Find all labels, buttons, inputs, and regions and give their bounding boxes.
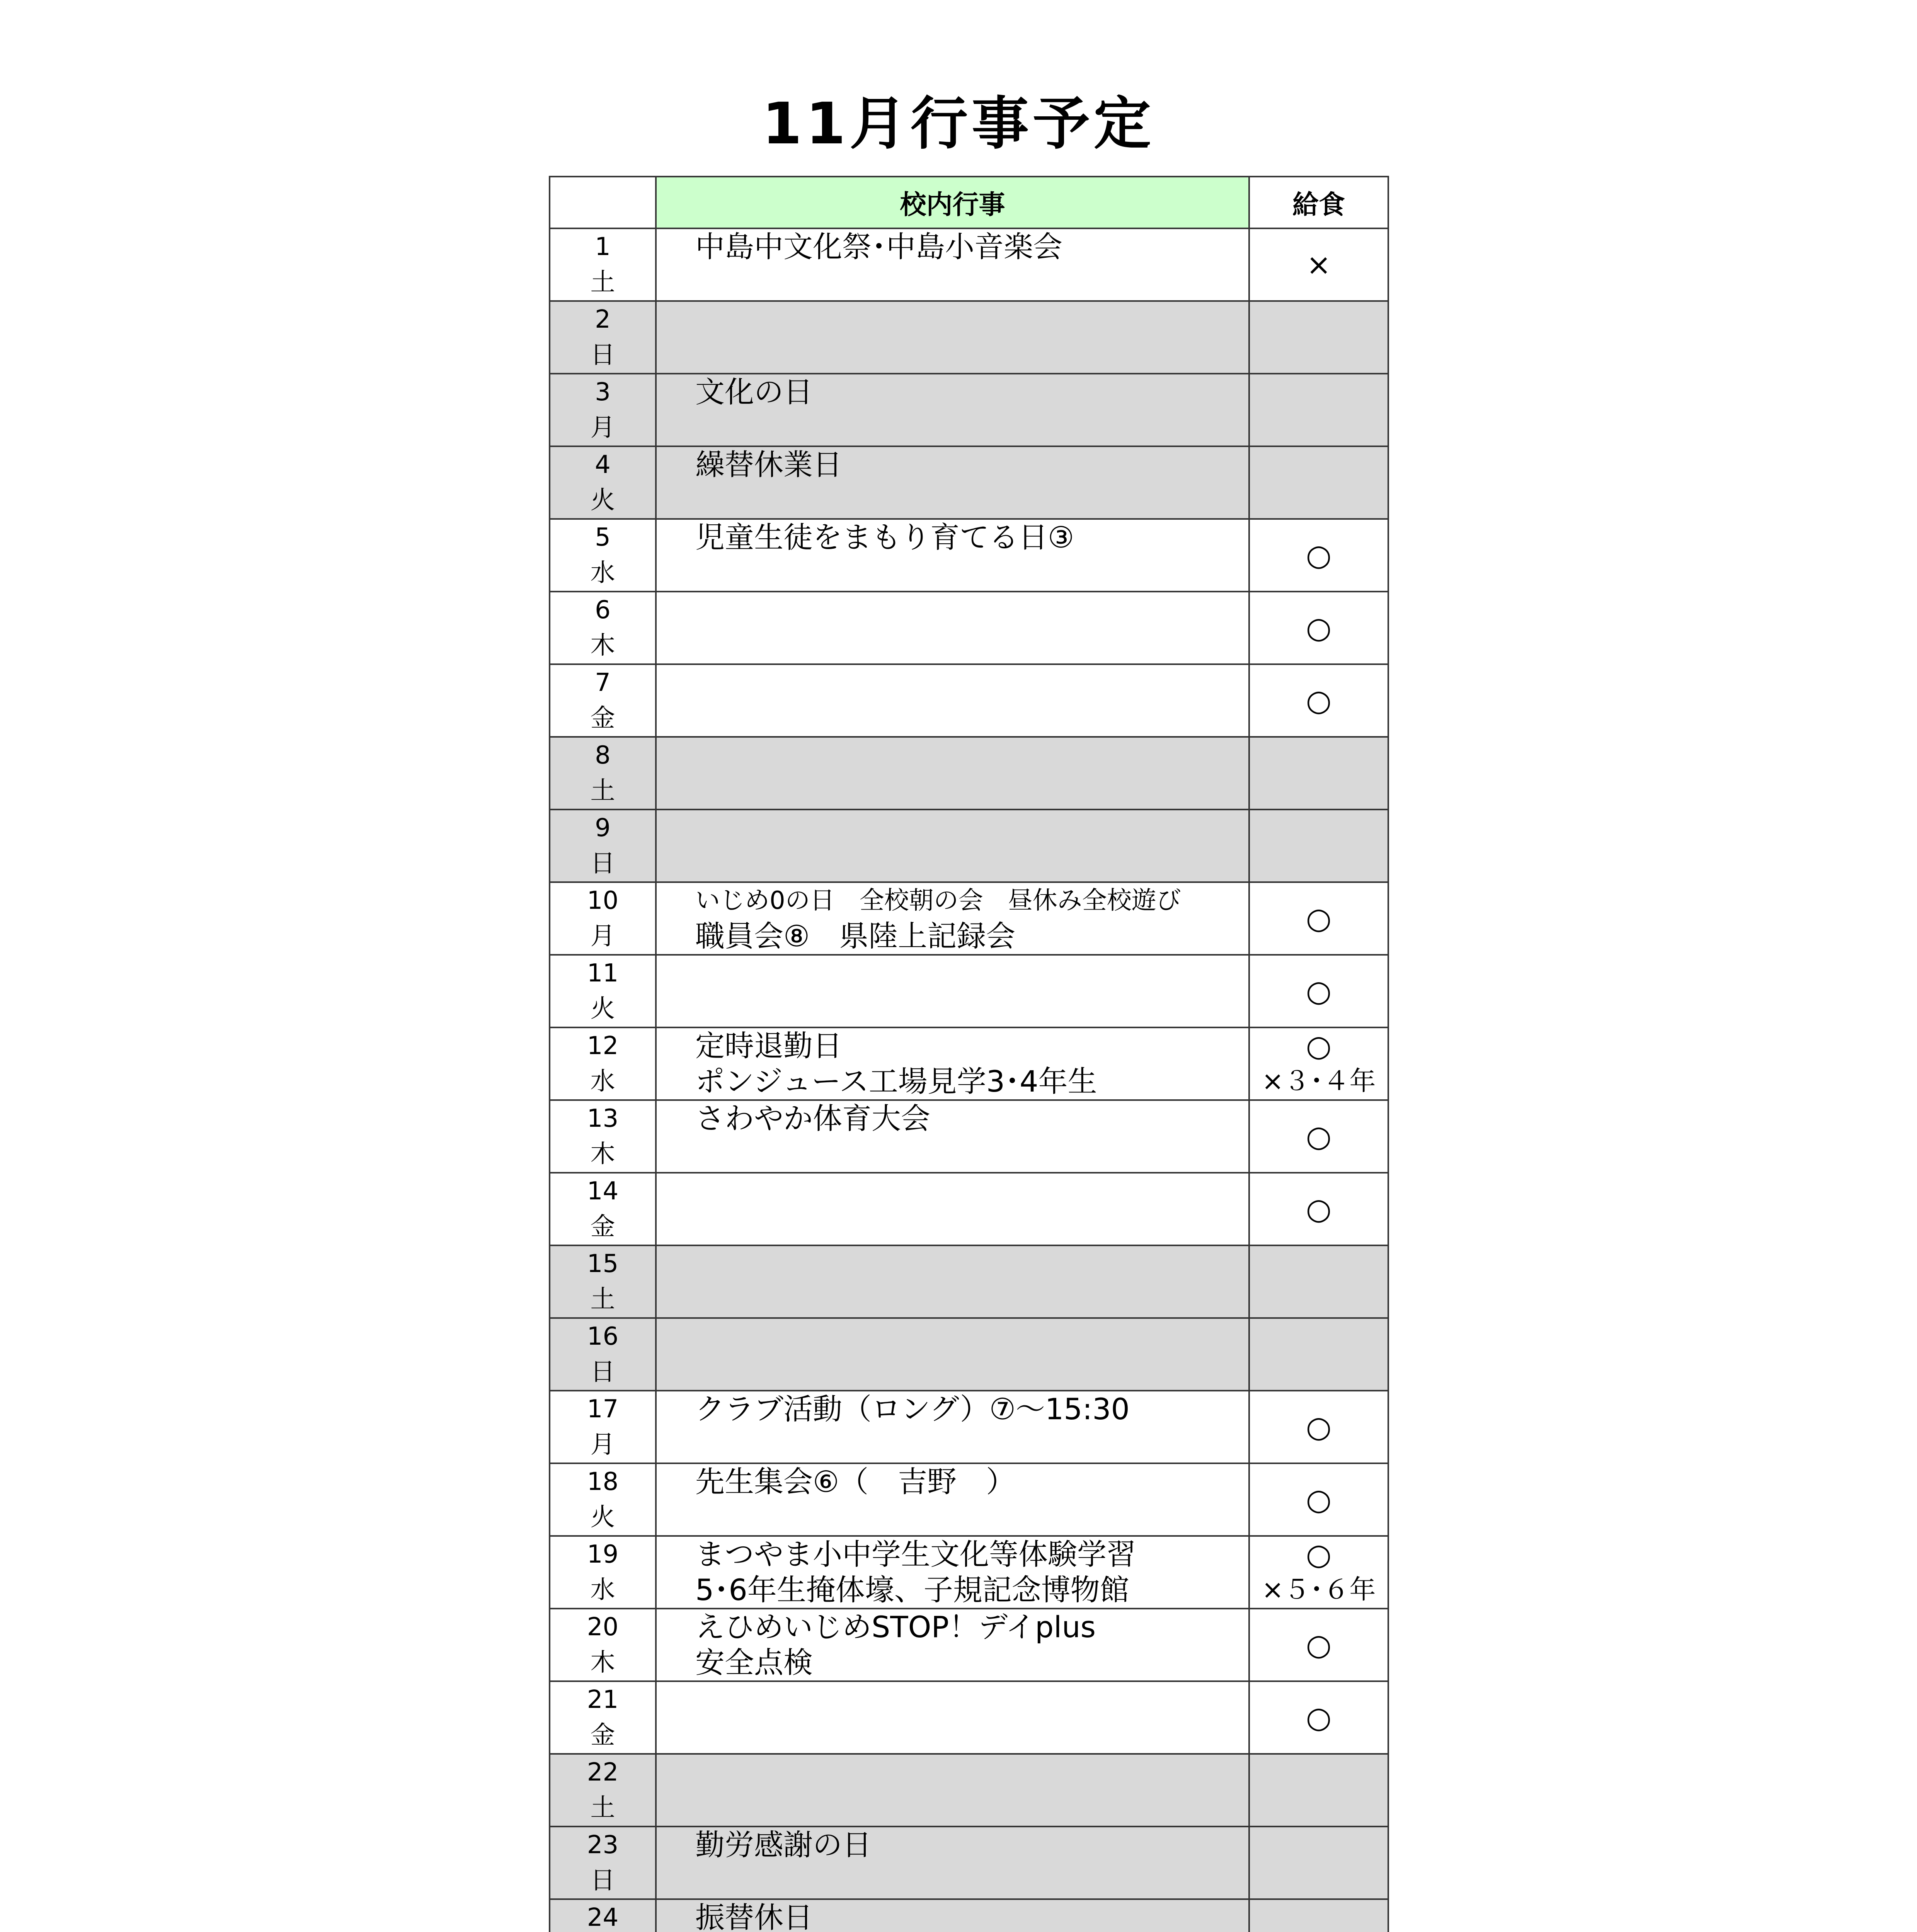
event-text: 先生集会⑥（ 吉野 ） <box>695 1464 1016 1499</box>
weekday: 金 <box>590 1721 615 1750</box>
day-row <box>550 1899 1388 1932</box>
day-row <box>550 1463 1388 1536</box>
date-cell <box>550 301 656 374</box>
event-cell <box>656 228 1249 301</box>
day-row <box>550 1391 1388 1463</box>
lunch-mark: ○ <box>1306 1192 1332 1226</box>
day-number: 9 <box>595 814 611 842</box>
event-cell <box>656 664 1249 737</box>
lunch-cell <box>1249 1899 1388 1932</box>
date-cell <box>550 1100 656 1173</box>
day-row <box>550 1100 1388 1173</box>
date-cell <box>550 664 656 737</box>
day-row <box>550 1027 1388 1100</box>
date-cell <box>550 1609 656 1681</box>
day-number: 13 <box>587 1104 619 1133</box>
weekday: 月 <box>590 413 615 442</box>
lunch-mark: ○ <box>1306 1482 1332 1517</box>
day-row <box>550 1827 1388 1899</box>
header-event: 校内行事 <box>656 177 1249 228</box>
date-cell <box>550 1245 656 1318</box>
date-cell <box>550 1899 656 1932</box>
event-text: 繰替休業日 <box>695 447 842 482</box>
lunch-cell <box>1249 1391 1388 1463</box>
day-number: 15 <box>587 1250 619 1278</box>
date-cell <box>550 1173 656 1245</box>
event-text: 勤労感謝の日 <box>695 1828 872 1862</box>
day-row <box>550 519 1388 592</box>
date-cell <box>550 592 656 664</box>
lunch-mark: ○ <box>1306 1628 1332 1662</box>
day-row <box>550 446 1388 519</box>
lunch-cell <box>1249 228 1388 301</box>
lunch-note: ×５･６年 <box>1262 1575 1376 1605</box>
event-cell <box>656 592 1249 664</box>
header-lunch: 給食 <box>1249 177 1388 228</box>
day-number: 5 <box>595 523 611 552</box>
lunch-mark: ○ <box>1306 1029 1332 1063</box>
lunch-cell <box>1249 446 1388 519</box>
day-number: 23 <box>587 1831 619 1859</box>
date-cell <box>550 1027 656 1100</box>
event-text: さわやか体育大会 <box>695 1101 930 1136</box>
weekday: 日 <box>590 341 615 369</box>
event-cell <box>656 1100 1249 1173</box>
date-cell <box>550 1463 656 1536</box>
day-row <box>550 955 1388 1027</box>
day-number: 7 <box>595 668 611 697</box>
weekday: 土 <box>590 268 615 297</box>
event-cell <box>656 1027 1249 1100</box>
date-cell <box>550 882 656 955</box>
day-row <box>550 664 1388 737</box>
date-cell <box>550 955 656 1027</box>
day-number: 12 <box>587 1032 619 1060</box>
day-number: 21 <box>587 1685 619 1714</box>
weekday: 火 <box>590 486 615 515</box>
weekday: 土 <box>590 1794 615 1822</box>
event-text: 児童生徒をまもり育てる日③ <box>695 520 1074 554</box>
event-text: えひめいじめSTOP！デイplus <box>695 1610 1096 1644</box>
lunch-mark: ○ <box>1306 1700 1332 1735</box>
event-text: 定時退勤日 <box>695 1029 842 1063</box>
event-cell <box>656 1318 1249 1391</box>
event-cell <box>656 1681 1249 1754</box>
weekday: 火 <box>590 995 615 1023</box>
day-row <box>550 1173 1388 1245</box>
date-cell <box>550 228 656 301</box>
date-cell <box>550 1754 656 1827</box>
date-cell <box>550 519 656 592</box>
lunch-cell <box>1249 1100 1388 1173</box>
event-cell <box>656 737 1249 810</box>
date-cell <box>550 1318 656 1391</box>
lunch-mark: ○ <box>1306 538 1332 572</box>
header-row <box>550 177 1388 228</box>
event-cell <box>656 374 1249 446</box>
day-number: 18 <box>587 1468 619 1496</box>
day-row <box>550 374 1388 446</box>
event-cell <box>656 446 1249 519</box>
event-text: 5･6年生掩体壕、子規記念博物館 <box>695 1573 1129 1607</box>
weekday: 月 <box>590 922 615 951</box>
event-text: 職員会⑧ 県陸上記録会 <box>695 919 1016 953</box>
weekday: 木 <box>590 631 615 660</box>
lunch-cell <box>1249 1245 1388 1318</box>
event-cell <box>656 1173 1249 1245</box>
lunch-mark: ○ <box>1306 1537 1332 1571</box>
lunch-mark: × <box>1306 247 1331 282</box>
weekday: 水 <box>590 1067 615 1096</box>
day-number: 4 <box>595 451 611 479</box>
day-number: 3 <box>595 378 611 406</box>
event-cell <box>656 955 1249 1027</box>
lunch-mark: ○ <box>1306 1119 1332 1153</box>
event-cell <box>656 1754 1249 1827</box>
date-cell <box>550 810 656 882</box>
day-row <box>550 1754 1388 1827</box>
date-cell <box>550 1681 656 1754</box>
lunch-mark: ○ <box>1306 974 1332 1008</box>
day-number: 22 <box>587 1758 619 1787</box>
event-text: ポンジュース工場見学3･4年生 <box>695 1064 1097 1099</box>
day-number: 1 <box>595 233 611 261</box>
day-row <box>550 228 1388 301</box>
event-cell <box>656 1899 1249 1932</box>
event-cell <box>656 810 1249 882</box>
lunch-cell <box>1249 1463 1388 1536</box>
date-cell <box>550 737 656 810</box>
lunch-cell <box>1249 955 1388 1027</box>
day-number: 20 <box>587 1613 619 1641</box>
day-number: 2 <box>595 305 611 334</box>
event-text: まつやま小中学生文化等体験学習 <box>695 1537 1136 1571</box>
day-number: 16 <box>587 1322 619 1351</box>
day-row <box>550 882 1388 955</box>
lunch-mark: ○ <box>1306 1410 1332 1444</box>
day-number: 14 <box>587 1177 619 1206</box>
day-row <box>550 1609 1388 1681</box>
lunch-cell <box>1249 882 1388 955</box>
day-number: 17 <box>587 1395 619 1423</box>
date-cell <box>550 446 656 519</box>
lunch-cell <box>1249 737 1388 810</box>
day-number: 19 <box>587 1540 619 1569</box>
day-number: 11 <box>587 959 619 988</box>
lunch-cell <box>1249 1027 1388 1100</box>
lunch-cell <box>1249 1609 1388 1681</box>
weekday: 木 <box>590 1140 615 1168</box>
day-row <box>550 1536 1388 1609</box>
lunch-note: ×３･４年 <box>1262 1066 1376 1097</box>
event-text: 振替休日 <box>695 1900 813 1932</box>
date-cell <box>550 374 656 446</box>
lunch-cell <box>1249 664 1388 737</box>
lunch-cell <box>1249 1827 1388 1899</box>
lunch-cell <box>1249 1318 1388 1391</box>
weekday: 月 <box>590 1430 615 1459</box>
day-number: 24 <box>587 1903 619 1932</box>
day-row <box>550 301 1388 374</box>
day-row <box>550 1318 1388 1391</box>
weekday: 日 <box>590 1358 615 1386</box>
weekday: 木 <box>590 1648 615 1677</box>
day-row <box>550 1681 1388 1754</box>
weekday: 土 <box>590 777 615 805</box>
lunch-cell <box>1249 1173 1388 1245</box>
date-cell <box>550 1827 656 1899</box>
day-row <box>550 592 1388 664</box>
event-cell <box>656 1609 1249 1681</box>
lunch-cell <box>1249 374 1388 446</box>
event-cell <box>656 301 1249 374</box>
event-cell <box>656 519 1249 592</box>
lunch-cell <box>1249 301 1388 374</box>
day-row <box>550 1245 1388 1318</box>
weekday: 水 <box>590 559 615 587</box>
schedule-table <box>549 176 1389 1932</box>
weekday: 火 <box>590 1503 615 1532</box>
event-cell <box>656 1245 1249 1318</box>
event-cell <box>656 1463 1249 1536</box>
lunch-cell <box>1249 592 1388 664</box>
lunch-cell <box>1249 1681 1388 1754</box>
weekday: 土 <box>590 1285 615 1314</box>
date-cell <box>550 1536 656 1609</box>
lunch-mark: ○ <box>1306 611 1332 645</box>
page-title: 11月行事予定 <box>762 90 1155 157</box>
day-row <box>550 737 1388 810</box>
weekday: 日 <box>590 1866 615 1895</box>
event-text: 中島中文化祭･中島小音楽会 <box>695 230 1062 264</box>
weekday: 水 <box>590 1576 615 1604</box>
event-text: 文化の日 <box>695 375 813 409</box>
event-cell <box>656 1827 1249 1899</box>
weekday: 金 <box>590 704 615 733</box>
event-cell <box>656 1391 1249 1463</box>
lunch-cell <box>1249 1536 1388 1609</box>
lunch-cell <box>1249 810 1388 882</box>
event-cell <box>656 1536 1249 1609</box>
lunch-mark: ○ <box>1306 901 1332 935</box>
weekday: 日 <box>590 849 615 878</box>
day-row <box>550 810 1388 882</box>
schedule-body <box>550 228 1388 1932</box>
event-text: 安全点検 <box>695 1645 813 1680</box>
weekday: 金 <box>590 1213 615 1241</box>
lunch-cell <box>1249 1754 1388 1827</box>
event-text: いじめ0の日 全校朝の会 昼休み全校遊び <box>695 886 1181 915</box>
day-number: 10 <box>587 886 619 915</box>
day-number: 8 <box>595 741 611 770</box>
day-number: 6 <box>595 596 611 624</box>
lunch-mark: ○ <box>1306 683 1332 718</box>
date-cell <box>550 1391 656 1463</box>
event-text: クラブ活動（ロング）⑦～15:30 <box>695 1392 1130 1426</box>
event-cell <box>656 882 1249 955</box>
header-date <box>550 177 656 228</box>
lunch-cell <box>1249 519 1388 592</box>
